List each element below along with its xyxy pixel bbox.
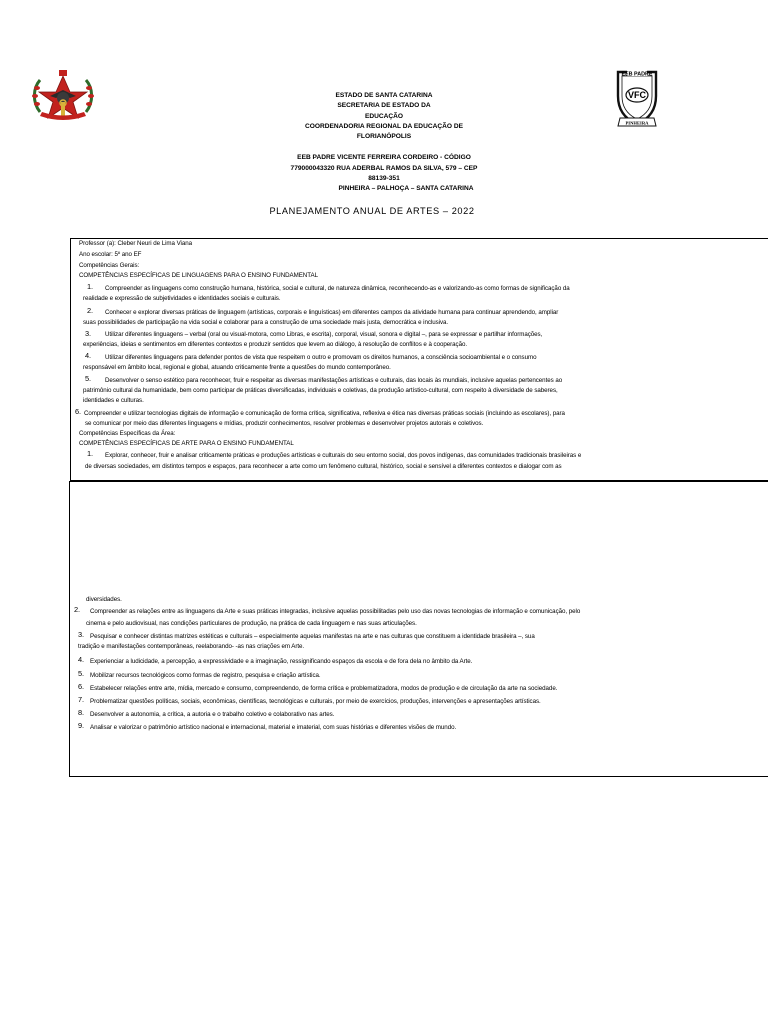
page-title: PLANEJAMENTO ANUAL DE ARTES – 2022 — [269, 206, 475, 216]
item-number: 5. — [78, 669, 85, 678]
item-number: 2. — [87, 306, 94, 315]
competencia-text: de diversas sociedades, em distintos tempos e espaços, para reconhecer a arte como um fenômeno cultural, histórico, social e sensível a diferentes contextos e dialogar com as — [85, 463, 562, 470]
competencias-box-bottom — [69, 481, 768, 777]
competencia-text: Utilizar diferentes linguagens para defender pontos de vista que respeitem o outro e promovam os direitos humanos, a consciência socioambiental e o consumo — [105, 354, 537, 361]
school-logo-top-text: EEB PADRE — [621, 71, 653, 78]
competencia-text: patrimônio cultural da humanidade, bem como participar de práticas diversificadas, individuais e coletivas, da produção artístico-cultural, com respeito à diversidade de saberes, — [83, 387, 558, 394]
competencia-text: responsável em âmbito local, regional e global, atuando criticamente frente a questões do mundo contemporâneo. — [83, 364, 391, 371]
arte-heading: COMPETÊNCIAS ESPECÍFICAS DE ARTE PARA O ENSINO FUNDAMENTAL — [79, 440, 294, 447]
competencia-text: tradição e manifestações contemporâneas, reelaborando- -as nas criações em Arte. — [78, 643, 305, 650]
item-number: 3. — [85, 329, 92, 338]
ano-line: Ano escolar: 5º ano EF — [79, 251, 142, 258]
item-number: 1. — [87, 449, 94, 458]
item-number: 6. — [78, 682, 85, 691]
competencia-text: Explorar, conhecer, fruir e analisar criticamente práticas e produções artísticas e culturais do seu entorno social, dos povos indígenas, das comunidades tradicionais brasileiras e — [105, 452, 582, 459]
item-number: 3. — [78, 630, 85, 639]
item-number: 4. — [85, 351, 92, 360]
institution-line-2: SECRETARIA DE ESTADO DA — [337, 102, 431, 109]
competencia-text: Experienciar a ludicidade, a percepção, a expressividade e a imaginação, ressignificando espaços da escola e de fora dela no âmbito da Arte. — [90, 658, 473, 665]
competencia-text: Problematizar questões políticas, sociais, econômicas, científicas, tecnológicas e culturais, por meio de exercícios, produções, intervenções e apresentações artísticas. — [90, 698, 541, 705]
school-line-2: 779000043320 RUA ADERBAL RAMOS DA SILVA, 579 – CEP — [290, 165, 478, 172]
competencia-text: Compreender as relações entre as linguagens da Arte e suas práticas integradas, inclusive aquelas possibilitadas pelo uso das novas tecnologias de informação e comunicação, pelo — [90, 608, 581, 615]
item-number: 5. — [85, 374, 92, 383]
competencias-box-top — [70, 238, 768, 481]
competencia-text: Estabelecer relações entre arte, mídia, mercado e consumo, compreendendo, de forma crítica e problematizadora, modos de produção e de circulação da arte na sociedade. — [90, 685, 558, 692]
competencia-text: Mobilizar recursos tecnológicos como formas de registro, pesquisa e criação artística. — [90, 672, 321, 679]
item-number: 1. — [87, 282, 94, 291]
competencia-text: Utilizar diferentes linguagens – verbal (oral ou visual-motora, como Libras, e escrita), corporal, visual, sonora e digital –, para se expressar e partilhar informações, — [105, 331, 543, 338]
competencia-text: se comunicar por meio das diferentes linguagens e mídias, produzir conhecimentos, resolver problemas e desenvolver projetos autorais e coletivos. — [85, 420, 484, 427]
competencia-text: suas possibilidades de participação na vida social e colaborar para a construção de uma sociedade mais justa, democrática e inclusiva. — [83, 319, 449, 326]
institution-line-4: COORDENADORIA REGIONAL DA EDUCAÇÃO DE — [304, 123, 463, 130]
school-line-1: EEB PADRE VICENTE FERREIRA CORDEIRO - CÓDIGO — [297, 154, 471, 161]
item-number: 7. — [78, 695, 85, 704]
competencia-text: identidades e culturas. — [83, 397, 144, 404]
item-number: 2. — [74, 605, 81, 614]
competencia-text: experiências, ideias e sentimentos em diferentes contextos e produzir sentidos que levem ao diálogo, à resolução de conflitos e à cooperação. — [83, 341, 468, 348]
competencia-text: diversidades. — [86, 596, 122, 603]
competencia-text: Desenvolver o senso estético para reconhecer, fruir e respeitar as diversas manifestações artísticas e culturais, das locais às mundiais, inclusive aquelas pertencentes ao — [105, 377, 563, 384]
item-number: 8. — [78, 708, 85, 717]
area-label: Competências Específicas da Área: — [79, 430, 176, 437]
item-number: 4. — [78, 655, 85, 664]
competencia-text: Conhecer e explorar diversas práticas de linguagem (artísticas, corporais e linguísticas) em diferentes campos da atividade humana para continuar aprendendo, ampliar — [105, 309, 559, 316]
competencia-text: realidade e expressão de subjetividades e identidades sociais e culturais. — [83, 295, 281, 302]
school-logo-bottom-text: PINHEIRA — [625, 120, 649, 126]
competencia-text: Compreender as linguagens como construção humana, histórica, social e cultural, de natureza dinâmica, reconhecendo-as e valorizando-as como formas de significação da — [105, 285, 570, 292]
item-number: 9. — [78, 721, 85, 730]
professor-line: Professor (a): Cleber Neuri de Lima Viana — [79, 240, 193, 247]
linguagens-heading: COMPETÊNCIAS ESPECÍFICAS DE LINGUAGENS PARA O ENSINO FUNDAMENTAL — [79, 272, 318, 279]
institution-line-3: EDUCAÇÃO — [364, 113, 404, 120]
institution-line-1: ESTADO DE SANTA CATARINA — [335, 92, 433, 99]
item-number: 6. — [75, 407, 82, 416]
school-logo-center-text: VFC — [628, 90, 646, 100]
competencia-text: cinema e pelo audiovisual, nas condições particulares de produção, na prática de cada linguagem e nas suas articulações. — [86, 620, 417, 627]
institution-line-5: FLORIANÓPOLIS — [356, 133, 412, 140]
competencias-gerais-label: Competências Gerais: — [79, 262, 140, 269]
competencia-text: Compreender e utilizar tecnologias digitais de informação e comunicação de forma crítica, significativa, reflexiva e ética nas diversas práticas sociais (incluindo as escolares), para — [84, 410, 565, 417]
competencia-text: Desenvolver a autonomia, a crítica, a autoria e o trabalho coletivo e colaborativo nas artes. — [90, 711, 335, 718]
competencia-text: Analisar e valorizar o patrimônio artístico nacional e internacional, material e imaterial, com suas histórias e diferentes visões de mundo. — [90, 724, 457, 731]
school-line-3: 88139-351 — [368, 175, 400, 182]
competencia-text: Pesquisar e conhecer distintas matrizes estéticas e culturais – especialmente aquelas manifestas na arte e nas culturas que constituem a identidade brasileira –, sua — [90, 633, 535, 640]
school-line-4: PINHEIRA – PALHOÇA – SANTA CATARINA — [338, 185, 474, 192]
